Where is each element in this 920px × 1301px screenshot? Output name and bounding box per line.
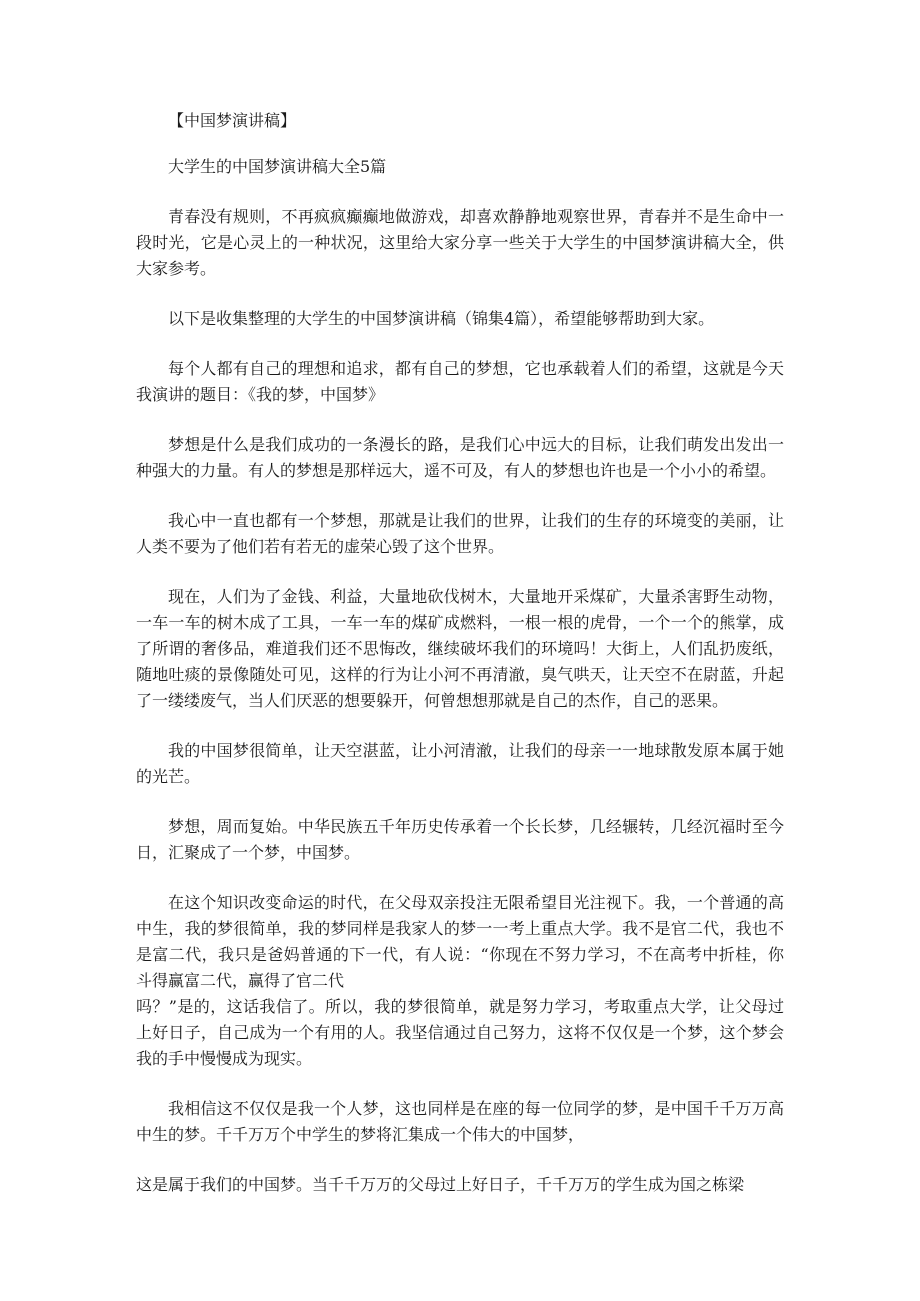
paragraph: 以下是收集整理的大学生的中国梦演讲稿（锦集4篇），希望能够帮助到大家。 xyxy=(168,309,715,328)
paragraph: 我的中国梦很简单，让天空湛蓝，让小河清澈，让我们的母亲一一地球散发原本属于她的光芒。 xyxy=(136,741,784,786)
paragraph: 每个人都有自己的理想和追求，都有自己的梦想，它也承载着人们的希望，这就是今天我演讲的题目：《我的梦，中国梦》 xyxy=(136,359,784,404)
paragraph: 梦想是什么是我们成功的一条漫长的路，是我们心中远大的目标，让我们萌发出发出一种强大的力量。有人的梦想是那样远大，遥不可及，有人的梦想也许也是一个小小的希望。 xyxy=(136,435,784,480)
document-page xyxy=(136,108,784,1222)
paragraph: 梦想，周而复始。中华民族五千年历史传承着一个长长梦，几经辗转，几经沉福时至今日，汇聚成了一个梦，中国梦。 xyxy=(136,817,784,862)
document-title: 大学生的中国梦演讲稿大全5篇 xyxy=(168,157,387,176)
paragraph: 青春没有规则，不再疯疯癫癫地做游戏，却喜欢静静地观察世界，青春并不是生命中一段时光，它是心灵上的一种状况，这里给大家分享一些关于大学生的中国梦演讲稿大全，供大家参考。 xyxy=(136,207,784,278)
paragraph-last-line: 这是属于我们的中国梦。当千千万万的父母过上好日子，千千万万的学生成为国之栋梁 xyxy=(136,1175,745,1194)
document-heading: 【中国梦演讲稿】 xyxy=(168,111,297,130)
paragraph: 我心中一直也都有一个梦想，那就是让我们的世界，让我们的生存的环境变的美丽，让人类不要为了他们若有若无的虚荣心毁了这个世界。 xyxy=(136,511,784,556)
paragraph: 在这个知识改变命运的时代，在父母双亲投注无限希望目光注视下。我，一个普通的高中生，我的梦很简单，我的梦同样是我家人的梦一一考上重点大学。我不是官二代，我也不是富二代，我只是爸妈普通的下一代，有人说：“你现在不努力学习，不在高考中折桂，你斗得赢富二代，赢得了官二代 吗？”是的，这话我信了。所以，我的梦很简单，就是努力学习，考取重点大学，让父母过上好日子，自己成为一个有用的人。我坚信通过自己努力，这将不仅仅是一个梦，这个梦会我的手中慢慢成为现实。 xyxy=(136,893,784,1068)
paragraph: 现在，人们为了金钱、利益，大量地砍伐树木，大量地开采煤矿，大量杀害野生动物，一车一车的树木成了工具，一车一车的煤矿成燃料，一根一根的虎骨，一个一个的熊掌，成了所谓的奢侈品，难道我们还不思悔改，继续破坏我们的环境吗！大街上，人们乱扔废纸，随地吐痰的景像随处可见，这样的行为让小河不再清澈，臭气哄天，让天空不在尉蓝，升起了一缕缕废气，当人们厌恶的想要躲开，何曾想想那就是自己的杰作，自己的恶果。 xyxy=(136,587,784,710)
paragraph: 我相信这不仅仅是我一个人梦，这也同样是在座的每一位同学的梦，是中国千千万万高中生的梦。千千万万个中学生的梦将汇集成一个伟大的中国梦， xyxy=(136,1099,784,1144)
